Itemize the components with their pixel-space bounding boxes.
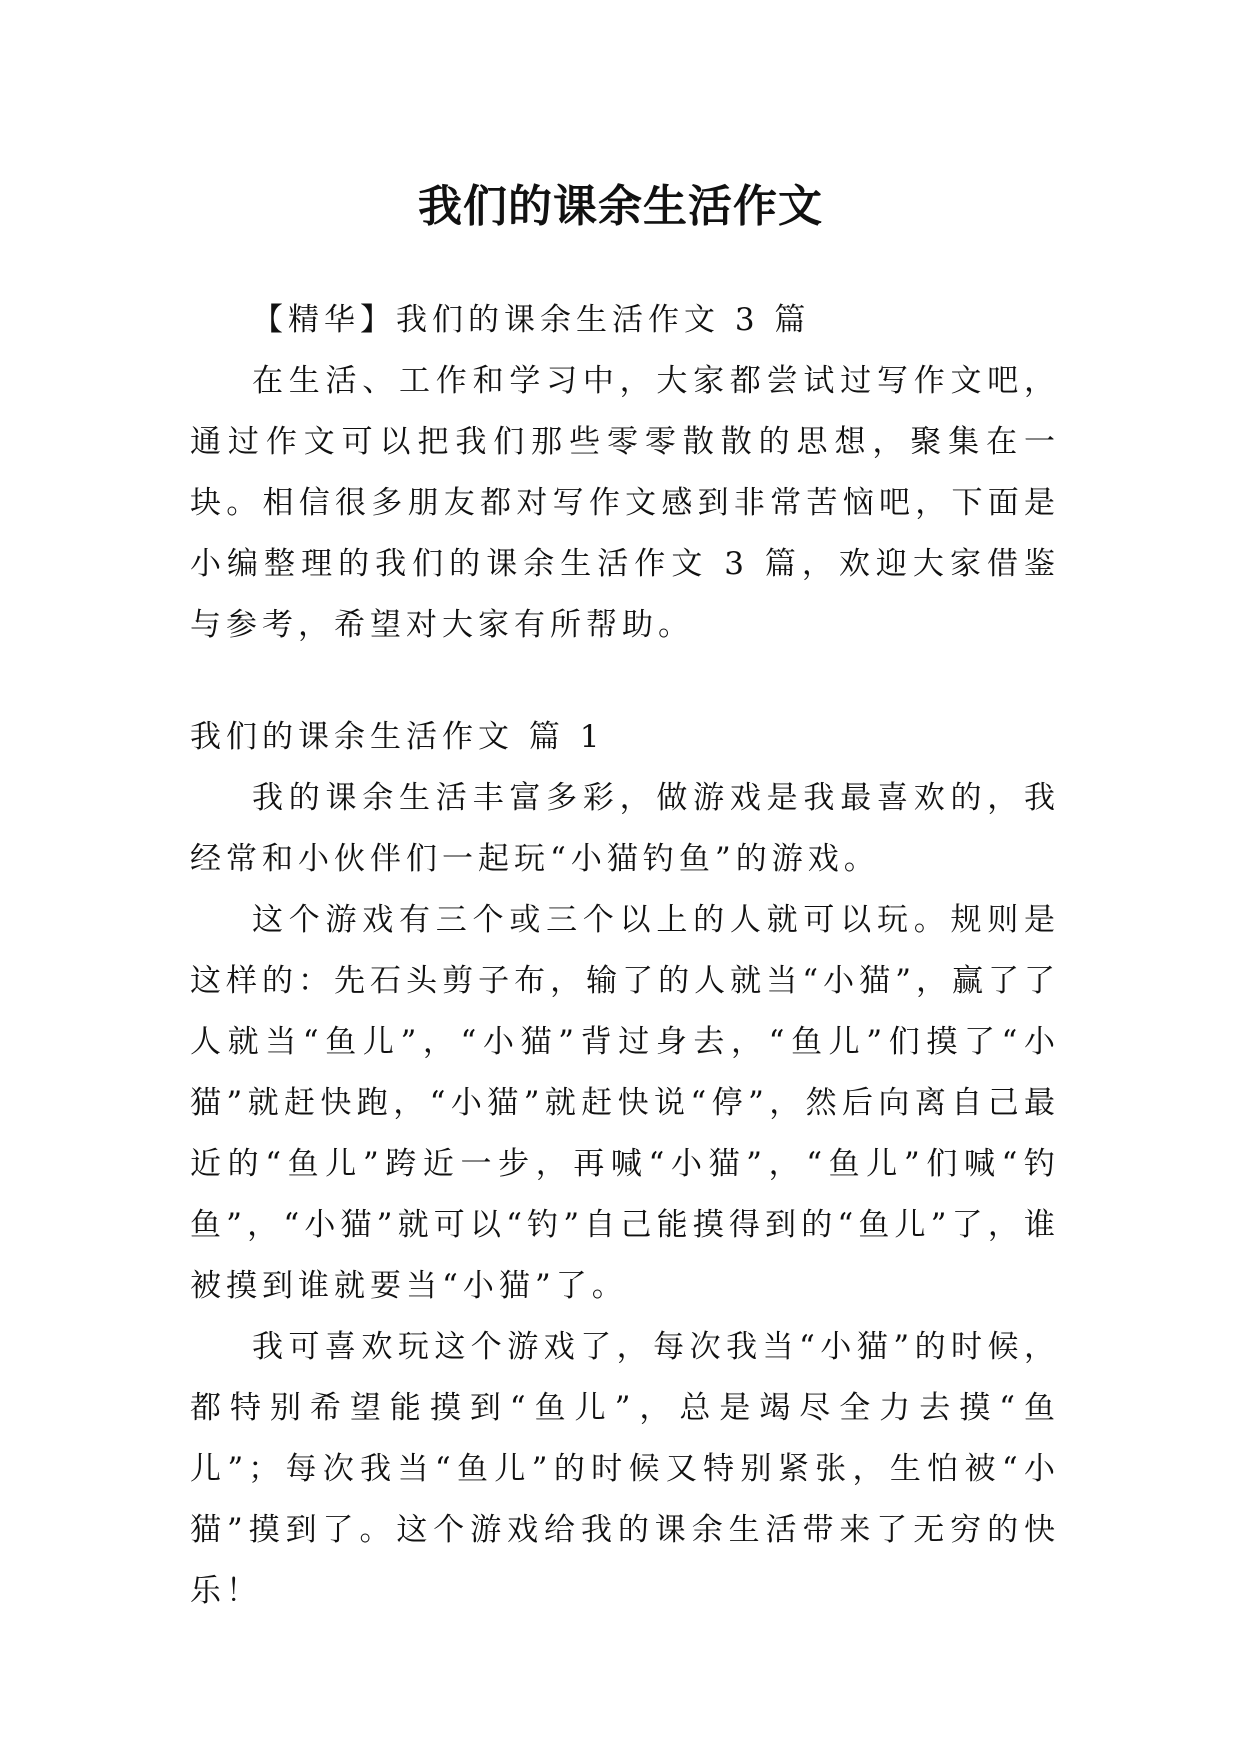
document-title: 我们的课余生活作文 [418, 181, 823, 233]
intro-section [190, 290, 1060, 656]
intro-paragraph: 在生活、工作和学习中，大家都尝试过写作文吧，通过作文可以把我们那些零零散散的思想，聚集在一块。相信很多朋友都对写作文感到非常苦恼吧，下面是小编整理的我们的课余生活作文 3 篇，欢迎大家借鉴与参考，希望对大家有所帮助。 [190, 363, 1060, 643]
essay-paragraph: 这个游戏有三个或三个以上的人就可以玩。规则是这样的：先石头剪子布，输了的人就当“小猫”，赢了了人就当“鱼儿”，“小猫”背过身去，“鱼儿”们摸了“小猫”就赶快跑，“小猫”就赶快说“停”，然后向离自己最近的“鱼儿”跨近一步，再喊“小猫”，“鱼儿”们喊“钓鱼”，“小猫”就可以“钓”自己能摸得到的“鱼儿”了，谁被摸到谁就要当“小猫”了。 [190, 902, 1060, 1304]
section-heading: 我们的课余生活作文 篇 1 [190, 719, 605, 755]
essay-paragraph: 我可喜欢玩这个游戏了，每次我当“小猫”的时候，都特别希望能摸到“鱼儿”，总是竭尽全力去摸“鱼儿”；每次我当“鱼儿”的时候又特别紧张，生怕被“小猫”摸到了。这个游戏给我的课余生活带来了无穷的快乐！ [190, 1329, 1060, 1609]
document-body [190, 290, 1060, 1622]
essay-section-1 [190, 707, 1060, 1622]
essay-paragraph: 我的课余生活丰富多彩，做游戏是我最喜欢的，我经常和小伙伴们一起玩“小猫钓鱼”的游戏。 [190, 780, 1060, 877]
lead-line: 【精华】我们的课余生活作文 3 篇 [252, 302, 811, 338]
